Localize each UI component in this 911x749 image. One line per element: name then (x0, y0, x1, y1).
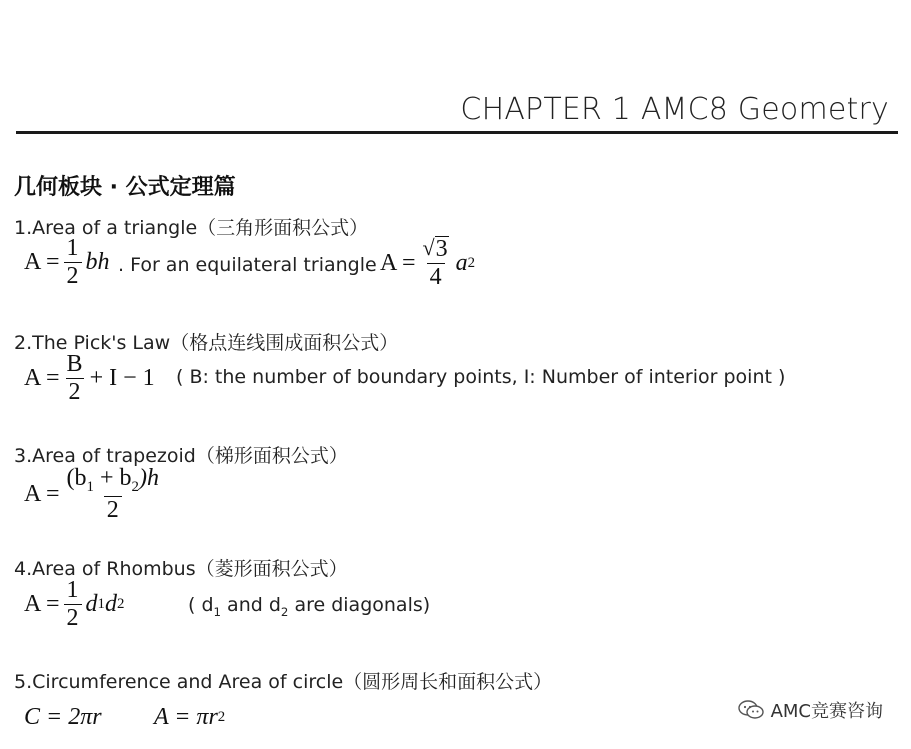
watermark (737, 697, 883, 723)
item-2-title: 2.The Pick's Law（格点连线围成面积公式） (14, 332, 399, 354)
watermark-text: AMC竞赛咨询 (770, 701, 883, 722)
formula-body: A = πr (154, 704, 218, 730)
fraction-numerator (420, 236, 452, 263)
fraction-numerator (64, 466, 162, 496)
item-3-title: 3.Area of trapezoid（梯形面积公式） (14, 445, 348, 467)
subscript: 2 (131, 478, 139, 495)
fraction (64, 578, 82, 631)
picks-law-formula (24, 352, 155, 405)
note-part: ( d (188, 594, 214, 616)
formula-lhs: A = (24, 365, 60, 392)
numerator-part: (b (66, 465, 87, 491)
item-5-title: 5.Circumference and Area of circle（圆形周长和面积公式） (14, 671, 553, 693)
exponent: 2 (467, 254, 476, 271)
exponent: 2 (217, 709, 226, 725)
diagonal-symbol: d (104, 591, 117, 618)
fraction (64, 352, 86, 405)
equilateral-text: . For an equilateral triangle (118, 254, 377, 276)
subscript: 1 (213, 604, 222, 619)
subscript: 1 (86, 478, 94, 495)
rhombus-area-formula (24, 578, 124, 631)
chapter-title: CHAPTER 1 AMC8 Geometry (460, 92, 889, 127)
fraction (64, 466, 162, 524)
picks-law-note: ( B: the number of boundary points, I: Number of interior point ) (176, 366, 786, 388)
fraction-numerator: B (66, 351, 83, 377)
fraction-denominator: 2 (64, 604, 82, 631)
item-4-title: 4.Area of Rhombus（菱形面积公式） (14, 558, 348, 580)
wechat-official-account-icon (737, 699, 765, 721)
formula-tail: a (455, 249, 468, 276)
circumference-formula: C = 2πr (24, 704, 102, 730)
numerator-part: + b (93, 465, 132, 491)
formula-lhs: A = (24, 481, 60, 508)
radicand: 3 (435, 236, 448, 262)
fraction-numerator: 1 (66, 577, 79, 603)
formula-lhs: A = (380, 249, 416, 276)
subscript: 2 (280, 604, 289, 619)
circle-area-formula (154, 704, 225, 731)
formula-lhs: A = (24, 249, 60, 276)
fraction-denominator: 2 (66, 378, 84, 405)
subscript: 1 (97, 596, 105, 613)
header-rule (16, 131, 898, 134)
formula-tail: bh (85, 249, 110, 276)
rhombus-note (188, 594, 430, 619)
formula-tail: + I − 1 (89, 365, 155, 392)
square-root (423, 236, 449, 262)
trapezoid-area-formula (24, 466, 166, 524)
diagonal-symbol: d (85, 591, 98, 618)
numerator-part: )h (138, 465, 159, 491)
fraction-denominator: 2 (104, 496, 122, 523)
fraction-denominator: 2 (64, 262, 82, 289)
subscript: 2 (116, 596, 125, 613)
item-1-title: 1.Area of a triangle（三角形面积公式） (14, 217, 369, 239)
fraction (420, 236, 452, 290)
equilateral-area-formula (380, 236, 475, 290)
fraction (64, 236, 82, 289)
fraction-denominator: 4 (427, 263, 445, 290)
fraction-numerator: 1 (66, 235, 79, 261)
radical-sign-icon: √ (422, 235, 435, 260)
section-heading: 几何板块 · 公式定理篇 (14, 175, 236, 200)
triangle-area-formula (24, 236, 110, 289)
formula-lhs: A = (24, 591, 60, 618)
note-part: and d (221, 594, 281, 616)
note-part: are diagonals) (288, 594, 431, 616)
